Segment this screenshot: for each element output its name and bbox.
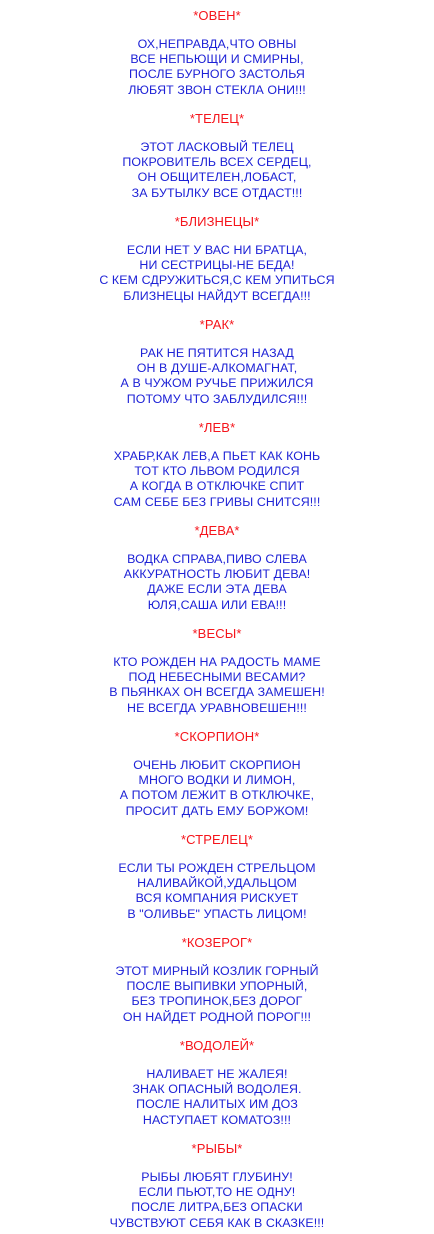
verse-line: А КОГДА В ОТКЛЮЧКЕ СПИТ: [129, 479, 305, 494]
verse-line: КТО РОЖДЕН НА РАДОСТЬ МАМЕ: [113, 655, 321, 669]
verse-line: А В ЧУЖОМ РУЧЬЕ ПРИЖИЛСЯ: [120, 376, 314, 391]
verse-line: ЛЮБЯТ ЗВОН СТЕКЛА ОНИ!!!: [128, 82, 306, 97]
sign-title: *ВЕСЫ*: [192, 626, 242, 641]
sign-title: *РАК*: [199, 317, 235, 332]
sign-title: *СТРЕЛЕЦ*: [180, 832, 254, 847]
verse-line: ВСЕ НЕПЬЮЩИ И СМИРНЫ,: [130, 52, 304, 67]
sign-block-pisces: [0, 1141, 434, 1231]
verse: [0, 243, 434, 304]
verse-line: ЮЛЯ,САША ИЛИ ЕВА!!!: [147, 597, 287, 612]
verse-line: ПОСЛЕ БУРНОГО ЗАСТОЛЬЯ: [129, 67, 305, 82]
verse-line: А ПОТОМ ЛЕЖИТ В ОТКЛЮЧКЕ,: [119, 788, 315, 803]
verse-line: ЧУВСТВУЮТ СЕБЯ КАК В СКАЗКЕ!!!: [109, 1215, 325, 1230]
verse: [0, 37, 434, 98]
verse-line: ОН НАЙДЕТ РОДНОЙ ПОРОГ!!!: [122, 1009, 312, 1024]
verse-line: НАЛИВАЕТ НЕ ЖАЛЕЯ!: [146, 1067, 288, 1081]
verse-line: ЭТОТ МИРНЫЙ КОЗЛИК ГОРНЫЙ: [115, 964, 319, 978]
sign-block-leo: [0, 420, 434, 510]
sign-block-virgo: [0, 523, 434, 613]
sign-block-sagittarius: [0, 832, 434, 922]
verse-line: АККУРАТНОСТЬ ЛЮБИТ ДЕВА!: [123, 567, 311, 582]
sign-block-aquarius: [0, 1038, 434, 1128]
verse-line: ВСЯ КОМПАНИЯ РИСКУЕТ: [135, 891, 299, 906]
verse-line: ЕСЛИ ТЫ РОЖДЕН СТРЕЛЬЦОМ: [118, 861, 316, 875]
verse-line: ХРАБР,КАК ЛЕВ,А ПЬЕТ КАК КОНЬ: [113, 449, 321, 463]
verse-line: ЕСЛИ НЕТ У ВАС НИ БРАТЦА,: [126, 243, 308, 257]
verse: [0, 346, 434, 407]
verse: [0, 552, 434, 613]
verse-line: ТОТ КТО ЛЬВОМ РОДИЛСЯ: [134, 464, 300, 479]
sign-title: *СКОРПИОН*: [174, 729, 260, 744]
verse-line: ОХ,НЕПРАВДА,ЧТО ОВНЫ: [137, 37, 297, 51]
verse: [0, 1170, 434, 1231]
verse-line: ПРОСИТ ДАТЬ ЕМУ БОРЖОМ!: [125, 803, 309, 818]
sign-title: *БЛИЗНЕЦЫ*: [174, 214, 260, 229]
verse-line: ПОСЛЕ ЛИТРА,БЕЗ ОПАСКИ: [131, 1200, 303, 1215]
verse-line: С КЕМ СДРУЖИТЬСЯ,С КЕМ УПИТЬСЯ: [99, 273, 335, 288]
verse-line: ЗНАК ОПАСНЫЙ ВОДОЛЕЯ.: [132, 1082, 302, 1097]
sign-block-capricorn: [0, 935, 434, 1025]
verse-line: НАСТУПАЕТ КОМАТОЗ!!!: [142, 1112, 292, 1127]
verse-line: В "ОЛИВЬЕ" УПАСТЬ ЛИЦОМ!: [127, 906, 307, 921]
verse-line: ЕСЛИ ПЬЮТ,ТО НЕ ОДНУ!: [138, 1185, 296, 1200]
sign-title: *ДЕВА*: [194, 523, 240, 538]
verse-line: ОН ОБЩИТЕЛЕН,ЛОБАСТ,: [137, 170, 297, 185]
verse-line: ПОСЛЕ НАЛИТЫХ ИМ ДОЗ: [136, 1097, 298, 1112]
verse-line: ЗА БУТЫЛКУ ВСЕ ОТДАСТ!!!: [131, 185, 303, 200]
verse-line: НАЛИВАЙКОЙ,УДАЛЬЦОМ: [137, 876, 297, 891]
sign-block-taurus: [0, 111, 434, 201]
sign-title: *КОЗЕРОГ*: [181, 935, 253, 950]
verse-line: ОЧЕНЬ ЛЮБИТ СКОРПИОН: [133, 758, 301, 772]
verse-line: БЛИЗНЕЦЫ НАЙДУТ ВСЕГДА!!!: [123, 288, 311, 303]
sign-title: *РЫБЫ*: [191, 1141, 243, 1156]
verse-line: ОН В ДУШЕ-АЛКОМАГНАТ,: [136, 361, 298, 376]
verse-line: РАК НЕ ПЯТИТСЯ НАЗАД: [140, 346, 294, 360]
verse-line: НИ СЕСТРИЦЫ-НЕ БЕДА!: [139, 258, 295, 273]
verse-line: ЭТОТ ЛАСКОВЫЙ ТЕЛЕЦ: [140, 140, 294, 154]
verse: [0, 861, 434, 922]
verse: [0, 449, 434, 510]
sign-title: *ЛЕВ*: [198, 420, 236, 435]
sign-block-libra: [0, 626, 434, 716]
sign-block-scorpio: [0, 729, 434, 819]
verse-line: НЕ ВСЕГДА УРАВНОВЕШЕН!!!: [127, 700, 307, 715]
verse-line: ПОТОМУ ЧТО ЗАБЛУДИЛСЯ!!!: [126, 391, 308, 406]
verse: [0, 758, 434, 819]
verse-line: В ПЬЯНКАХ ОН ВСЕГДА ЗАМЕШЕН!: [109, 685, 325, 700]
verse-line: ДАЖЕ ЕСЛИ ЭТА ДЕВА: [147, 582, 287, 597]
sign-block-cancer: [0, 317, 434, 407]
verse-line: РЫБЫ ЛЮБЯТ ГЛУБИНУ!: [141, 1170, 293, 1184]
verse-line: ПОКРОВИТЕЛЬ ВСЕХ СЕРДЕЦ,: [122, 155, 312, 170]
verse: [0, 140, 434, 201]
verse-line: САМ СЕБЕ БЕЗ ГРИВЫ СНИТСЯ!!!: [113, 494, 321, 509]
sign-title: *ТЕЛЕЦ*: [189, 111, 245, 126]
sign-block-aries: [0, 8, 434, 98]
verse-line: ПОД НЕБЕСНЫМИ ВЕСАМИ?: [128, 670, 306, 685]
sign-title: *ОВЕН*: [193, 8, 241, 23]
sign-title: *ВОДОЛЕЙ*: [179, 1038, 255, 1053]
verse: [0, 655, 434, 716]
sign-block-gemini: [0, 214, 434, 304]
verse-line: БЕЗ ТРОПИНОК,БЕЗ ДОРОГ: [131, 994, 303, 1009]
verse: [0, 1067, 434, 1128]
verse-line: МНОГО ВОДКИ И ЛИМОН,: [138, 773, 296, 788]
verse: [0, 964, 434, 1025]
verse-line: ВОДКА СПРАВА,ПИВО СЛЕВА: [127, 552, 307, 566]
verse-line: ПОСЛЕ ВЫПИВКИ УПОРНЫЙ,: [126, 979, 308, 994]
